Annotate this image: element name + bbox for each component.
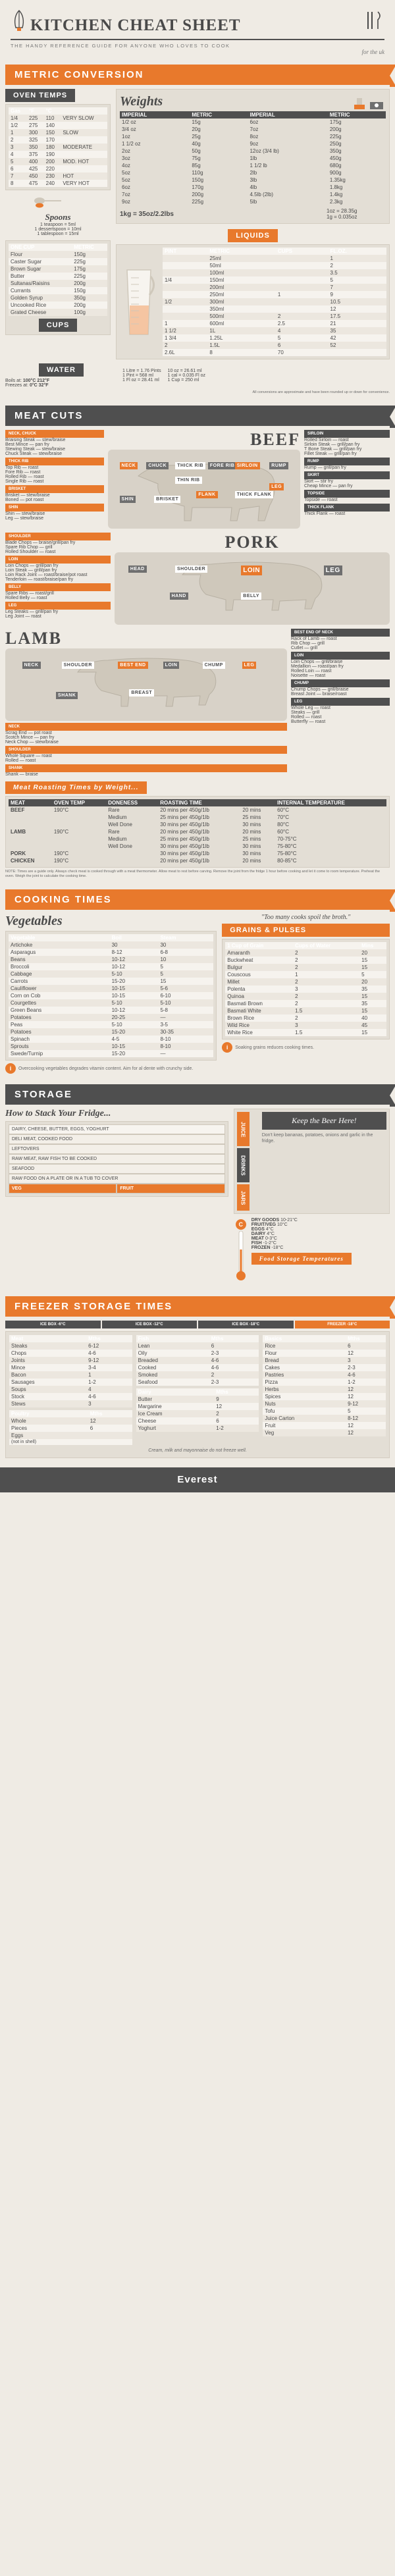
lamb-left-cuts: NECK Scrag End — pot roast Scotch Mince — pan fry Neck Chop — stew/braise SHOULDER Whole Square — roast Rolled — roast SHANK Shank — braise xyxy=(5,723,287,777)
table-row: Butter 9 xyxy=(136,1396,259,1403)
table-row: 7oz 200g 4.5lb (2lb) 1.4kg xyxy=(122,192,343,197)
cut-belly: BELLY xyxy=(241,592,261,600)
cut-shoulder: SHOULDER xyxy=(62,662,94,669)
table-row: Caster Sugar 225g xyxy=(9,258,107,265)
cut-flank: FLANK xyxy=(196,491,217,498)
lamb-head-neck: NECK xyxy=(5,723,287,731)
table-row: 1/4 225 110 VERY SLOW xyxy=(9,115,107,122)
cut-thick-rib: THICK RIB xyxy=(175,462,205,469)
table-row: Uncooked Rice 200g xyxy=(9,302,107,309)
liquid-conv-l1: 1 Litre = 1.76 Pints xyxy=(122,369,161,373)
table-row: Potatoes 15-20 30-35 xyxy=(9,1028,213,1036)
table-row: (not in shell) xyxy=(9,1439,132,1445)
food-storage-temps: DRY GOODS 10-21°C FRUIT/VEG 10°C EGGS 4°C DAIRY 4°C MEAT 0-3°C FISH -1-2°C FROZEN -18°C Food Storage Temperatures xyxy=(251,1218,390,1265)
table-row: Nuts 9-12 xyxy=(263,1400,386,1407)
beef-head-sirloin: SIRLOIN xyxy=(304,430,390,438)
freezer-poultry-table: Poultry Mths Whole 12 Pieces 6 Eggs (not in shell) xyxy=(9,1410,132,1445)
liquids-block xyxy=(116,229,390,359)
table-row: Breaded 4-6 xyxy=(136,1357,259,1364)
table-row: Rice 6 xyxy=(263,1342,386,1350)
table-row: PORK 190°C 30 mins per 450g/1lb 30 mins 75-80°C xyxy=(11,851,297,857)
roasting-times-block xyxy=(0,781,395,883)
water-title: WATER xyxy=(39,363,84,377)
table-row: Bacon 1 xyxy=(9,1371,132,1379)
table-row: Couscous 1 5 xyxy=(225,971,386,978)
beef-head-topside: TOPSIDE xyxy=(304,490,390,498)
table-row: 5oz 150g 3lb 1.35kg xyxy=(122,177,346,183)
info-icon: i xyxy=(5,1063,16,1074)
cut-shoulder: SHOULDER xyxy=(175,565,207,573)
roasting-title: Meat Roasting Times by Weight... xyxy=(5,781,147,794)
table-row: 1 3/4 1.25L 5 42 xyxy=(163,334,386,342)
vegetables-table xyxy=(9,934,213,1057)
table-row: Broccoli 10-12 5 xyxy=(9,963,213,970)
water-block xyxy=(5,363,117,388)
fridge-shelf-leftovers: LEFTOVERS xyxy=(9,1144,225,1154)
oven-temps-panel xyxy=(5,104,111,190)
lamb-head-chump: CHUMP xyxy=(291,679,390,687)
table-row: 4 375 190 xyxy=(9,151,107,158)
table-row: Herbs 12 xyxy=(263,1386,386,1393)
weights-title: Weights xyxy=(120,93,163,109)
table-row: Margarine 12 xyxy=(136,1403,259,1410)
weights-panel xyxy=(116,89,390,224)
table-row: 3 350 180 MODERATE xyxy=(9,144,107,151)
spoon-line-1: 1 teaspoon = 5ml xyxy=(40,223,76,227)
table-row: Seafood 2-3 xyxy=(136,1379,259,1386)
table-row: Soups 4 xyxy=(9,1386,132,1393)
cut-sirloin: SIRLOIN xyxy=(235,462,260,469)
cups-panel xyxy=(5,240,111,335)
beef-block xyxy=(0,430,395,533)
table-row: Beans 10-12 10 xyxy=(9,956,213,963)
beef-title: BEEF xyxy=(250,430,300,450)
table-row: Joints 9-12 xyxy=(9,1357,132,1364)
table-row: Pizza 1-2 xyxy=(263,1379,386,1386)
vegetables-tip: Overcooking vegetables degrades vitamin content. Aim for al dente with crunchy side. xyxy=(18,1066,194,1071)
cut-shank: SHANK xyxy=(56,692,78,699)
cooking-times-body xyxy=(0,914,395,1078)
table-row: Potatoes 20-25 — xyxy=(9,1014,213,1021)
metric-footnote: All conversions are approximate and have been rounded up or down for convenience. xyxy=(252,390,390,394)
col-gas: Gas xyxy=(9,107,27,115)
section-metric-conversion xyxy=(5,65,390,85)
table-row: 5 400 200 MOD. HOT xyxy=(9,158,107,165)
freezer-body xyxy=(0,1321,395,1461)
table-row: Eggs xyxy=(9,1432,132,1439)
section-freezer-label: FREEZER STORAGE TIMES xyxy=(14,1301,173,1313)
pork-head-belly: BELLY xyxy=(5,583,111,591)
table-row: Bulgur 2 15 xyxy=(225,964,386,971)
table-header-row xyxy=(9,244,107,251)
table-row: 50ml 2 xyxy=(163,262,386,269)
section-metric-label: METRIC CONVERSION xyxy=(14,69,144,80)
table-row: Cabbage 5-10 5 xyxy=(9,970,213,978)
table-row: Basmati White 1.5 15 xyxy=(225,1007,386,1014)
temp-icebox-12: ICE BOX -12°C xyxy=(102,1321,198,1328)
spoons-icon xyxy=(32,196,84,209)
lamb-right-cuts: BEST END OF NECK Rack of Lamb — roast Rib Chop — grill Cutlet — grill LOIN Loin Chops — grill/braise Medallion — roast/pan fry Rolled Loin — roast Noisette — roast CHUMP Chump Chops — grill/braise Breast Joint — braise/roast LEG Whole Leg — roast Steaks — grill Rolled — roast Butterfly — roast xyxy=(291,629,390,724)
lamb-head-shank: SHANK xyxy=(5,764,287,772)
table-row: 6oz 170g 4lb 1.8kg xyxy=(122,184,343,190)
table-row: Swede/Turnip 15-20 — xyxy=(9,1050,213,1057)
section-freezer xyxy=(5,1296,390,1317)
table-row: Golden Syrup 350g xyxy=(9,294,107,302)
freezer-dairy-table: Dairy Mths Butter 9 Margarine 12 Ice Cream 2 Cheese 6 Yoghurt 1-2 xyxy=(136,1388,259,1432)
table-row: 1/2 275 140 xyxy=(9,122,107,129)
table-row: 3oz 75g 1lb 450g xyxy=(122,155,342,161)
table-row: Cakes 2-3 xyxy=(263,1364,386,1371)
fridge-title: How to Stack Your Fridge... xyxy=(5,1109,111,1119)
lamb-block xyxy=(0,629,395,781)
table-row: Yoghurt 1-2 xyxy=(136,1425,259,1432)
table-row: Stock 4-6 xyxy=(9,1393,132,1400)
table-row: Sultanas/Raisins 200g xyxy=(9,280,107,287)
grains-title: GRAINS & PULSES xyxy=(222,924,390,937)
spoons-block xyxy=(5,196,111,236)
weights-summary-oz: 1oz = 28.35g xyxy=(327,208,357,214)
table-row: 3/4 oz 20g 7oz 200g xyxy=(122,126,342,132)
table-row: Medium 25 mins per 450g/1lb 25 mins 70°C xyxy=(108,814,290,821)
roasting-footnote: NOTE: Times are a guide only. Always check meat is cooked through with a meat thermometer. Allow meat to rest before carving. Remove the joint from the fridge 1 hour before cooking and let it come to room temperature. Preheat the oven. Weigh the joint to calculate the cooking time. xyxy=(5,870,381,879)
table-row: Whole 12 xyxy=(9,1417,132,1425)
table-row: Millet 2 20 xyxy=(225,978,386,986)
table-row: Brown Sugar 175g xyxy=(9,265,107,273)
thermometer-icon xyxy=(236,1230,246,1282)
table-row: Flour 150g xyxy=(9,251,107,258)
utensils-icon xyxy=(365,9,384,32)
lamb-head-best-end: BEST END OF NECK xyxy=(291,629,390,637)
door-juice: JUICE xyxy=(237,1112,250,1146)
scales-icon xyxy=(353,93,386,110)
fridge-shelf-rawmeat: RAW MEAT, RAW FISH TO BE COOKED xyxy=(9,1154,225,1164)
fridge-shelf-deli: DELI MEAT, COOKED FOOD xyxy=(9,1134,225,1144)
pork-left-cuts: SHOULDER Blade Chops — braise/grill/pan fry Spare Rib Chop — grill Rolled Shoulder — roast LOIN Loin Chops — grill/pan fry Loin Steak — grill/pan fry Loin Rack Joint — roast/braise/pot roast Tenderloin — roast/braise/pan fry BELLY Spare Ribs — roast/grill Rolled Belly — roast LEG Leg Steaks — grill/pan fry Leg Joint — roast xyxy=(5,533,111,619)
weights-summary-left: 1kg = 35oz/2.2lbs xyxy=(120,210,174,218)
table-row: 100ml 3.5 xyxy=(163,269,386,276)
table-row: 2.6L 8 70 xyxy=(163,349,386,356)
cut-hand: HAND xyxy=(170,592,188,600)
table-row: 6 425 220 xyxy=(9,165,107,172)
table-row: Juice Carton 8-12 xyxy=(263,1415,386,1422)
cut-thick-flank: THICK FLANK xyxy=(235,491,274,498)
page-subtitle-region: for the uk xyxy=(361,49,384,55)
cut-head: HEAD xyxy=(128,565,147,573)
table-header-row: 1 Cup of Grain Cups of Water Mins xyxy=(225,942,386,949)
table-row: 25ml 1 xyxy=(163,255,386,262)
beef-head-skirt: SKIRT xyxy=(304,471,390,479)
lamb-title: LAMB xyxy=(5,629,62,648)
table-row: Currants 150g xyxy=(9,287,107,294)
cut-leg: LEG xyxy=(324,565,342,575)
liquid-conv-r2: 1 cal = 0.035 Fl oz xyxy=(167,373,205,378)
table-row: Medium 25 mins per 450g/1lb 25 mins 70-75°C xyxy=(108,836,297,843)
fridge-diagram xyxy=(5,1121,228,1197)
keep-beer-note: Keep the Beer Here! xyxy=(262,1112,386,1129)
roasting-table xyxy=(9,799,386,864)
table-row: 2oz 50g 12oz (3/4 lb) 350g xyxy=(122,148,342,154)
table-row: Polenta 3 35 xyxy=(225,986,386,993)
beef-head-brisket: BRISKET xyxy=(5,485,104,493)
pork-title: PORK xyxy=(224,533,280,552)
table-row: 500ml 2 17.5 xyxy=(163,313,386,320)
table-row: Corn on Cob 10-15 6-10 xyxy=(9,992,213,999)
lamb-diagram xyxy=(5,648,287,721)
beef-left-cuts: NECK, CHUCK Braising Steak — stew/braise Best Mince — pan fry Stewing Steak — stew/braise Chuck Steak — stew/braise THICK RIB Top Rib — roast Fore Rib — roast Rolled Rib — roast Single Rib — roast BRISKET Brisket — stew/braise Boned — pot roast SHIN Shin — stew/braise Leg — stew/braise xyxy=(5,430,104,529)
info-icon: i xyxy=(222,1042,232,1053)
table-row: Artichoke 30 30 xyxy=(9,941,213,949)
table-row: Butter 225g xyxy=(9,273,107,280)
table-row: 1 600ml 2.5 21 xyxy=(163,320,386,327)
freezer-meat-table: Meat Mths Steaks 6-12 Chops 4-6 Joints 9-12 Mince 3-4 Bacon 1 Sausages 1-2 Soups 4 Stock 4-6 Stews 3 xyxy=(9,1335,132,1407)
lamb-head-shoulder: SHOULDER xyxy=(5,746,287,754)
lamb-head-leg: LEG xyxy=(291,698,390,706)
sheep-silhouette xyxy=(5,648,287,712)
storage-body xyxy=(0,1109,395,1290)
table-row: Veg 12 xyxy=(263,1429,386,1436)
table-row: Basmati Brown 2 35 xyxy=(225,1000,386,1007)
fridge-drawer-veg: VEG xyxy=(9,1184,117,1194)
table-row: Chops 4-6 xyxy=(9,1350,132,1357)
col-metric: METRIC xyxy=(72,244,107,251)
beef-diagram xyxy=(108,450,300,529)
table-row: Mince 3-4 xyxy=(9,1364,132,1371)
fridge-drawer-fruit: FRUIT xyxy=(117,1184,224,1194)
cut-neck: NECK xyxy=(120,462,138,469)
liquid-conversions xyxy=(122,369,390,382)
table-row: Stews 3 xyxy=(9,1400,132,1407)
fridge-storage-note: Don't keep bananas, potatoes, onions and garlic in the fridge. xyxy=(261,1132,373,1143)
table-row: Lean 6 xyxy=(136,1342,259,1350)
cut-loin: LOIN xyxy=(163,662,180,669)
table-row: 250ml 1 9 xyxy=(163,291,386,298)
table-row: Oily 2-3 xyxy=(136,1350,259,1357)
beef-head-rump: RUMP xyxy=(304,458,390,465)
table-row: 200ml 7 xyxy=(163,284,386,291)
liquids-table xyxy=(163,248,386,356)
liquid-conv-r3: 1 Cup = 250 ml xyxy=(167,378,199,382)
table-header-row: MEAT OVEN TEMP DONENESS ROASTING TIME INTERNAL TEMPERATURE xyxy=(9,799,386,806)
liquids-title: LIQUIDS xyxy=(228,229,278,242)
table-row: Well Done 30 mins per 450g/1lb 30 mins 80°C xyxy=(108,822,290,828)
section-storage-label: STORAGE xyxy=(14,1089,72,1101)
pork-block xyxy=(0,533,395,629)
table-row: 1 300 150 SLOW xyxy=(9,129,107,136)
table-row: Carrots 15-20 15 xyxy=(9,978,213,985)
table-row: Buckwheat 2 15 xyxy=(225,957,386,964)
section-cooking-times xyxy=(5,889,390,910)
door-drinks: DRINKS xyxy=(237,1148,250,1182)
table-row: Sausages 1-2 xyxy=(9,1379,132,1386)
cut-shin: SHIN xyxy=(120,496,136,503)
page-title: KITCHEN CHEAT SHEET xyxy=(30,16,241,34)
cut-chuck: CHUCK xyxy=(146,462,169,469)
table-row: Asparagus 8-12 6-8 xyxy=(9,949,213,956)
lamb-head-loin: LOIN xyxy=(291,652,390,660)
pork-head-shoulder: SHOULDER xyxy=(5,533,111,540)
table-header-row: PINT METRIC CUPS FL.OZ. xyxy=(163,248,386,255)
celsius-icon: C xyxy=(236,1219,246,1230)
table-row: 8 475 240 VERY HOT xyxy=(9,180,107,187)
liquid-conv-l2: 1 Pint = 568 ml xyxy=(122,373,153,378)
table-row: BEEF 190°C Rare 20 mins per 450g/1lb 20 mins 60°C xyxy=(11,807,290,814)
freezer-temp-scale xyxy=(5,1321,390,1328)
col-c: °C xyxy=(44,107,61,115)
beef-head-neck: NECK, CHUCK xyxy=(5,430,104,438)
table-row: Smoked 2 xyxy=(136,1371,259,1379)
whisk-icon xyxy=(11,9,28,32)
cut-fore-rib: FORE RIB xyxy=(208,462,236,469)
table-row: Amaranth 2 20 xyxy=(225,949,386,957)
freezer-basics-table: Basics Mths Rice 6 Flour 12 Bread 3 Cakes 2-3 Pastries 4-6 Pizza 1-2 Herbs 12 Spices 12 Nuts 9-12 Tofu 5 Juice Carton 8-12 Fruit 12 Veg 12 xyxy=(263,1335,386,1436)
fridge-shelf-seafood: SEAFOOD xyxy=(9,1164,225,1174)
temp-freezer-18: FREEZER -18°C xyxy=(295,1321,390,1328)
table-row: 1/2 oz 15g 6oz 175g xyxy=(122,119,342,125)
grains-table xyxy=(225,942,386,1036)
door-jars: JARS xyxy=(237,1184,250,1211)
cut-breast: BREAST xyxy=(129,689,154,697)
table-row: 4oz 85g 1 1/2 lb 680g xyxy=(122,163,342,169)
spoons-title: Spoons xyxy=(45,212,71,222)
cut-thin-rib: THIN RIB xyxy=(175,477,201,484)
table-row: Peas 5-10 3-5 xyxy=(9,1021,213,1028)
table-row: Wild Rice 3 45 xyxy=(225,1022,386,1029)
liquid-conv-r1: 10 oz = 26.61 ml xyxy=(167,369,202,373)
table-row: Flour 12 xyxy=(263,1350,386,1357)
beef-right-cuts: SIRLOIN Rolled Sirloin — roast Sirloin Steak — grill/pan fry T Bone Steak — grill/pan fry Fillet Steak — grill/pan fry RUMP Rump — grill/pan fry SKIRT Skirt — stir fry Cheap Mince — pan fry TOPSIDE Topside — roast THICK FLANK Thick Flank — roast xyxy=(304,430,390,529)
beef-head-thickrib: THICK RIB xyxy=(5,458,104,465)
table-row: 350ml 12 xyxy=(163,305,386,313)
measuring-jug-icon xyxy=(122,266,156,338)
spoon-line-2: 1 dessertspoon = 10ml xyxy=(34,227,82,232)
table-row: Steaks 6-12 xyxy=(9,1342,132,1350)
col-f: °F xyxy=(27,107,44,115)
table-row: Cauliflower 10-15 5-6 xyxy=(9,985,213,992)
cups-title: CUPS xyxy=(39,319,78,332)
col-one-cup: ONE CUP xyxy=(9,244,72,251)
table-row: Spices 12 xyxy=(263,1393,386,1400)
cut-chump: CHUMP xyxy=(203,662,225,669)
table-row: 7 450 230 HOT xyxy=(9,172,107,180)
page-subtitle: THE HANDY REFERENCE GUIDE FOR ANYONE WHO LOVES TO COOK xyxy=(11,43,230,49)
freezer-footnote: Cream, milk and mayonnaise do not freeze well. xyxy=(148,1448,247,1454)
section-meat-cuts xyxy=(5,406,390,426)
cups-table xyxy=(9,244,107,316)
vegetables-title: Vegetables xyxy=(5,914,63,929)
freezer-fish-table: Fish Mths Lean 6 Oily 2-3 Breaded 4-6 Cooked 4-6 Smoked 2 Seafood 2-3 xyxy=(136,1335,259,1386)
footer xyxy=(0,1467,395,1492)
oven-temps-table xyxy=(9,107,107,187)
fridge-shelf-rawfood: RAW FOOD ON A PLATE OR IN A TUB TO COVER xyxy=(9,1174,225,1184)
water-boil-value: 100°C 212°F xyxy=(22,379,50,383)
fridge-shelf-dairy: DAIRY, CHEESE, BUTTER, EGGS, YOGHURT xyxy=(9,1124,225,1134)
table-row: 9oz 225g 5lb 2.3kg xyxy=(122,199,343,205)
liquid-conv-l3: 1 Fl oz = 28.41 ml xyxy=(122,378,159,382)
table-row: 5oz 110g 2lb 900g xyxy=(122,170,342,176)
brand-name: Everest xyxy=(177,1473,218,1485)
cut-best-end: BEST END xyxy=(118,662,147,669)
table-row: 2 325 170 xyxy=(9,136,107,144)
pork-head-loin: LOIN xyxy=(5,556,111,564)
table-header-row: Vegetable Boil Steam xyxy=(9,934,213,941)
cut-brisket: BRISKET xyxy=(154,496,180,503)
oven-temps-title: OVEN TEMPS xyxy=(5,89,75,102)
table-row: Well Done 30 mins per 450g/1lb 30 mins 75-80°C xyxy=(108,843,297,850)
table-header-row xyxy=(9,107,107,115)
weights-table xyxy=(120,111,386,205)
table-row: 1/4 150ml 5 xyxy=(163,276,386,284)
table-row: Cheese 6 xyxy=(136,1417,259,1425)
section-meat-label: MEAT CUTS xyxy=(14,410,84,422)
cut-neck: NECK xyxy=(22,662,41,669)
pork-diagram xyxy=(115,552,390,625)
table-row: Green Beans 10-12 5-8 xyxy=(9,1007,213,1014)
weights-summary-g: 1g = 0.035oz xyxy=(327,214,357,220)
table-row: Courgettes 5-10 5-10 xyxy=(9,999,213,1007)
table-row: 1 1/2 1L 4 35 xyxy=(163,327,386,334)
grains-tip: Soaking grains reduces cooking times. xyxy=(235,1045,315,1050)
pig-silhouette xyxy=(115,552,390,613)
table-row: Pastries 4-6 xyxy=(263,1371,386,1379)
table-row: White Rice 1.5 15 xyxy=(225,1029,386,1036)
table-row: Sprouts 10-15 8-10 xyxy=(9,1043,213,1050)
section-cooking-label: COOKING TIMES xyxy=(14,894,112,906)
table-row: CHICKEN 190°C 20 mins per 450g/1lb 20 mins 80-85°C xyxy=(11,858,297,864)
header xyxy=(0,0,395,58)
table-row: Fruit 12 xyxy=(263,1422,386,1429)
beef-head-thickflank: THICK FLANK xyxy=(304,504,390,512)
table-row: Brown Rice 2 40 xyxy=(225,1014,386,1022)
table-row: Grated Cheese 100g xyxy=(9,309,107,316)
temp-icebox-18: ICE BOX -18°C xyxy=(198,1321,294,1328)
pork-head-leg: LEG xyxy=(5,602,111,610)
table-row: Quinoa 2 15 xyxy=(225,993,386,1000)
cut-rump: RUMP xyxy=(269,462,288,469)
table-row: 1 1/2 oz 40g 9oz 250g xyxy=(122,141,342,147)
col-desc xyxy=(61,107,107,115)
table-row: Pieces 6 xyxy=(9,1425,132,1432)
table-row: Bread 3 xyxy=(263,1357,386,1364)
temps-title: Food Storage Temperatures xyxy=(251,1253,352,1265)
table-row: 1oz 25g 8oz 225g xyxy=(122,134,342,140)
water-freeze-label: Freezes at: xyxy=(5,383,29,388)
table-row: Spinach 4-5 8-10 xyxy=(9,1036,213,1043)
water-freeze-value: 0°C 32°F xyxy=(29,383,49,388)
table-row: 2 1.5L 6 52 xyxy=(163,342,386,349)
cooks-proverb: "Too many cooks spoil the broth." xyxy=(261,914,351,922)
fridge-door xyxy=(234,1109,390,1214)
table-row: Ice Cream 2 xyxy=(136,1410,259,1417)
metric-conversion-body xyxy=(0,89,395,399)
table-row: LAMB 190°C Rare 20 mins per 450g/1lb 20 mins 60°C xyxy=(11,829,290,835)
temp-icebox-6: ICE BOX -6°C xyxy=(5,1321,101,1328)
cut-loin: LOIN xyxy=(241,565,262,575)
table-header-row: IMPERIAL METRIC IMPERIAL METRIC xyxy=(120,111,386,118)
table-row: Cooked 4-6 xyxy=(136,1364,259,1371)
table-row: Tofu 5 xyxy=(263,1407,386,1415)
section-storage xyxy=(5,1084,390,1105)
cut-leg: LEG xyxy=(242,662,257,669)
cut-leg: LEG xyxy=(269,483,284,490)
spoon-line-3: 1 tablespoon = 15ml xyxy=(37,232,79,236)
water-boil-label: Boils at: xyxy=(5,379,22,383)
table-row: 1/2 300ml 10.5 xyxy=(163,298,386,305)
beef-head-shin: SHIN xyxy=(5,504,104,512)
